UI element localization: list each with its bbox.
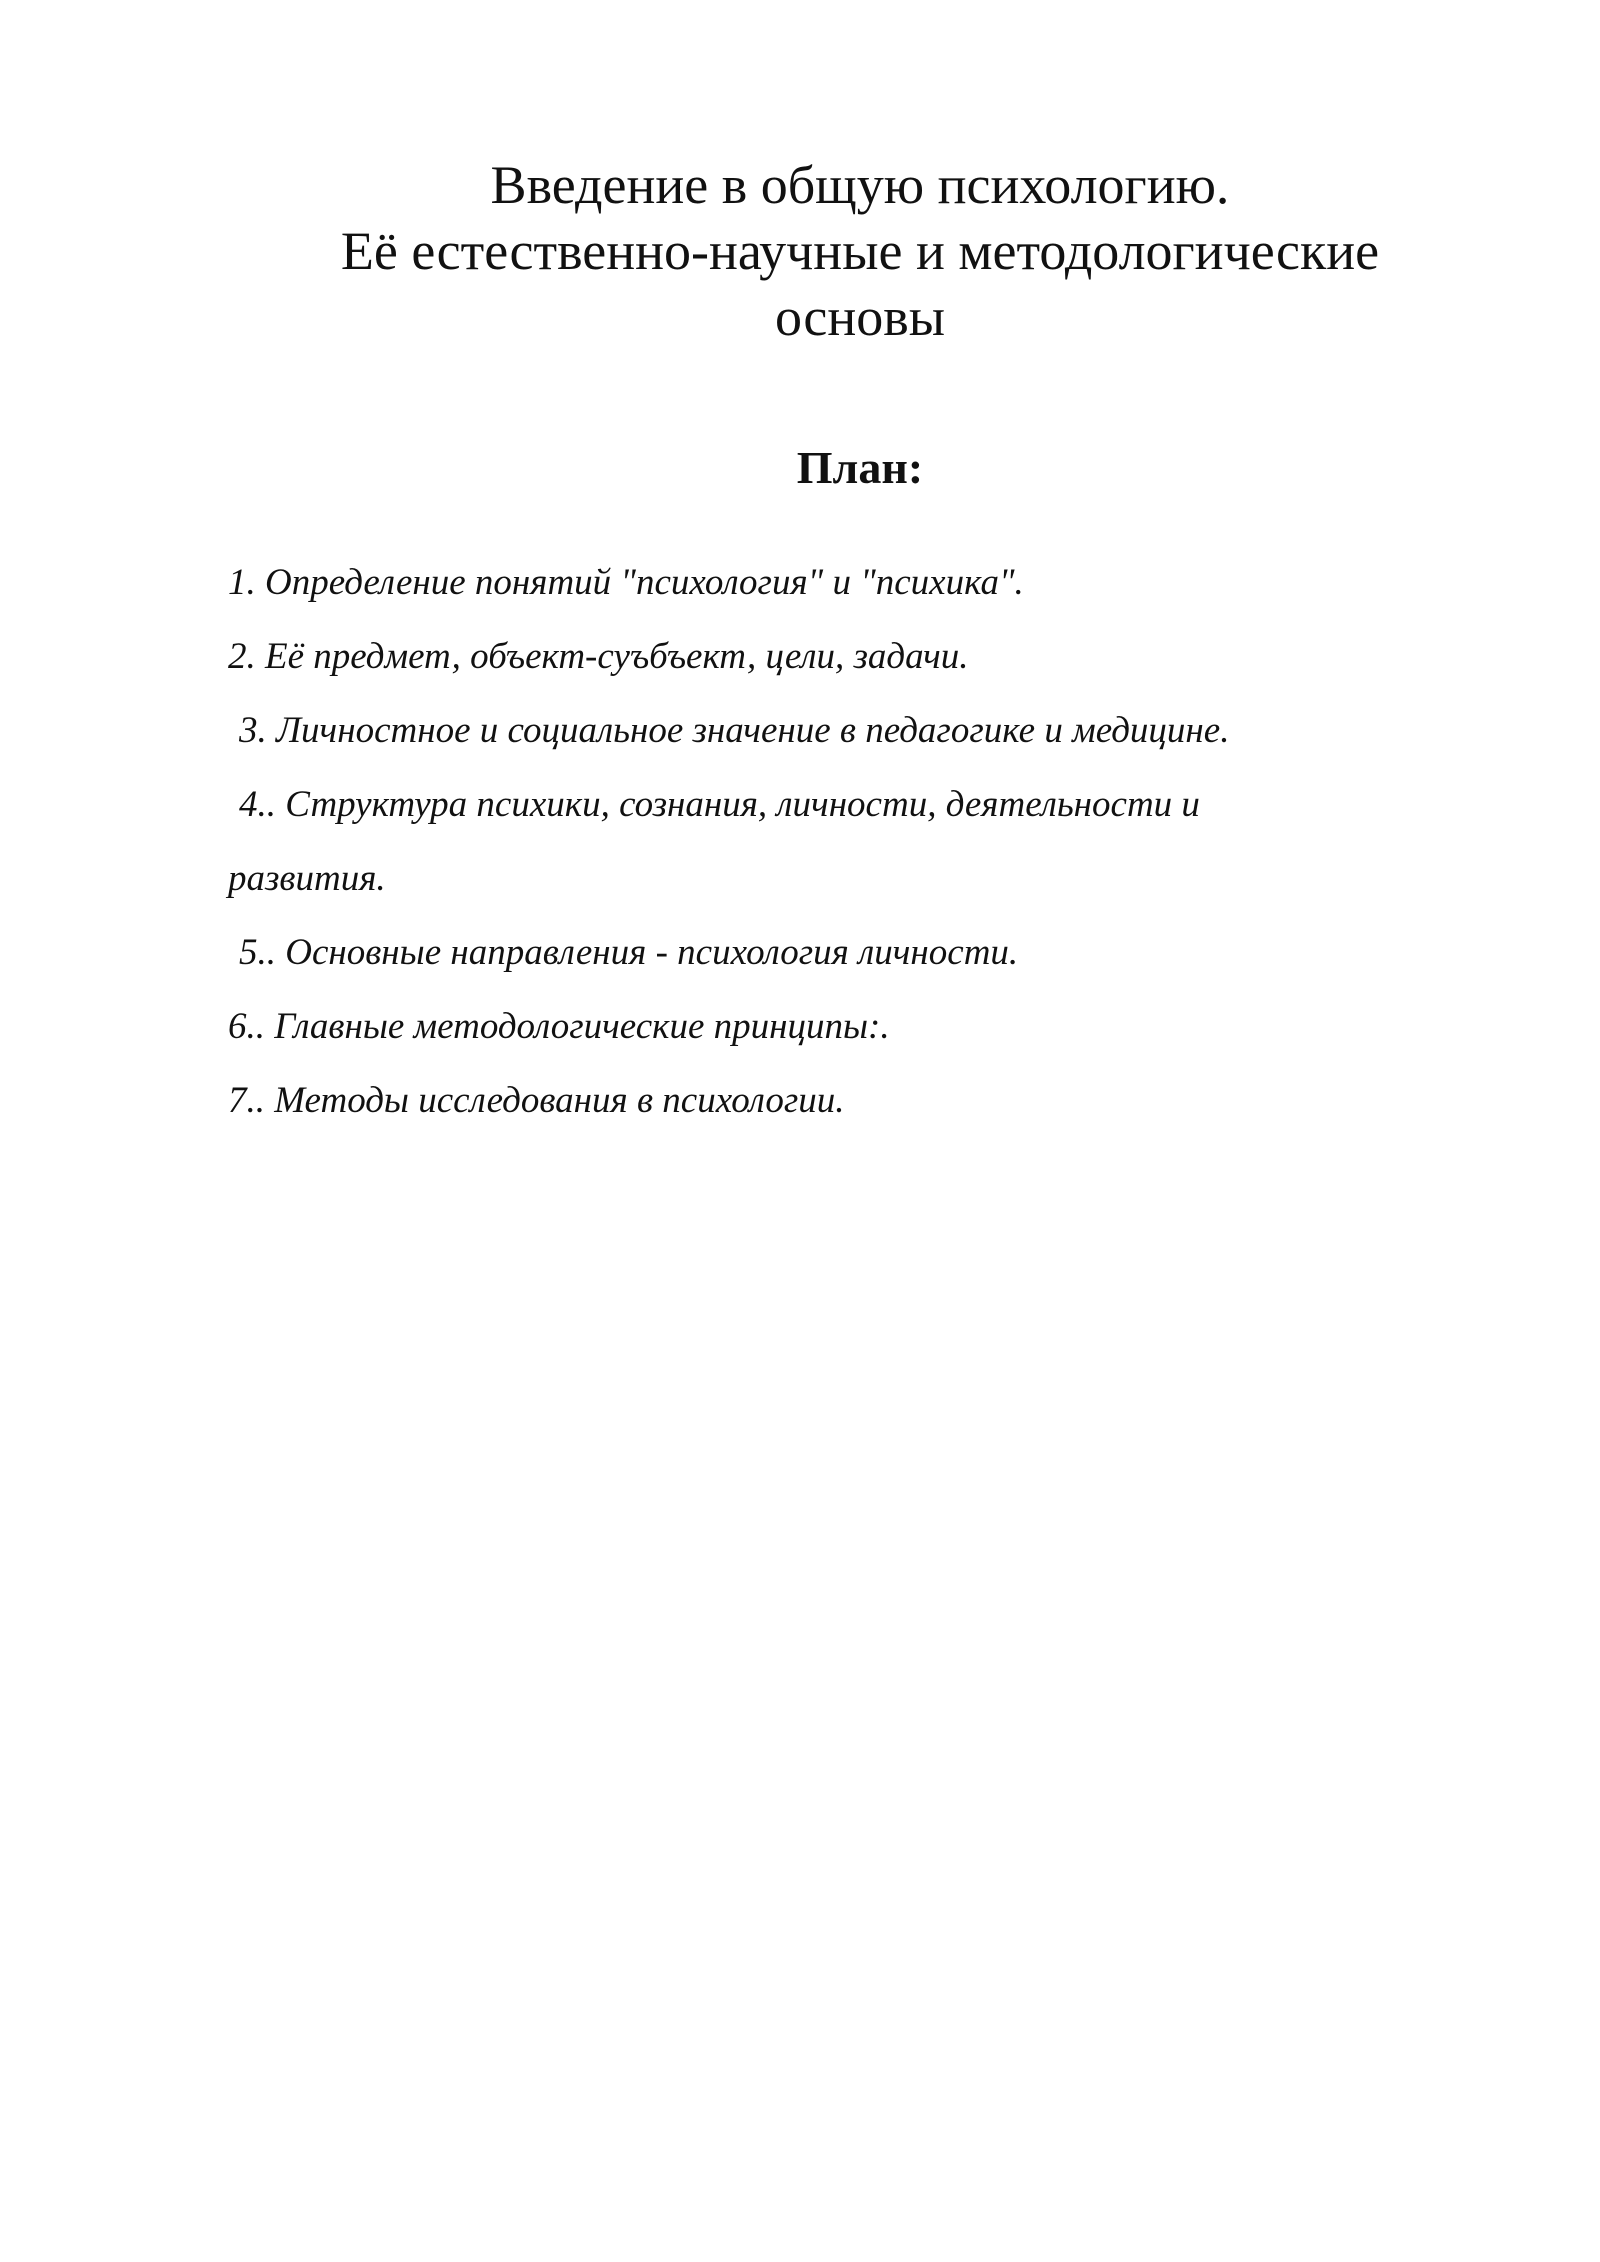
plan-item-4: 4.. Структура психики, сознания, личности, деятельности и xyxy=(239,784,1200,825)
plan-list xyxy=(228,546,1428,1138)
plan-item-2: 2. Её предмет, объект-суъбъект, цели, задачи. xyxy=(228,636,969,677)
plan-item-5: 5.. Основные направления - психология личности. xyxy=(239,932,1019,973)
plan-item-3: 3. Личностное и социальное значение в педагогике и медицине. xyxy=(239,710,1230,751)
plan-item-1: 1. Определение понятий "психология" и "психика". xyxy=(228,562,1024,603)
plan-heading: План: xyxy=(796,442,924,493)
plan-item-7: 7.. Методы исследования в психологии. xyxy=(228,1080,845,1121)
plan-item-6: 6.. Главные методологические принципы:. xyxy=(228,1006,890,1047)
title-line-2: Её естественно-научные и методологические xyxy=(340,221,1380,281)
plan-item-4-continuation: развития. xyxy=(228,858,386,899)
title-line-3: основы xyxy=(775,287,945,347)
document-title xyxy=(240,152,1480,350)
title-line-1: Введение в общую психологию. xyxy=(490,155,1230,215)
